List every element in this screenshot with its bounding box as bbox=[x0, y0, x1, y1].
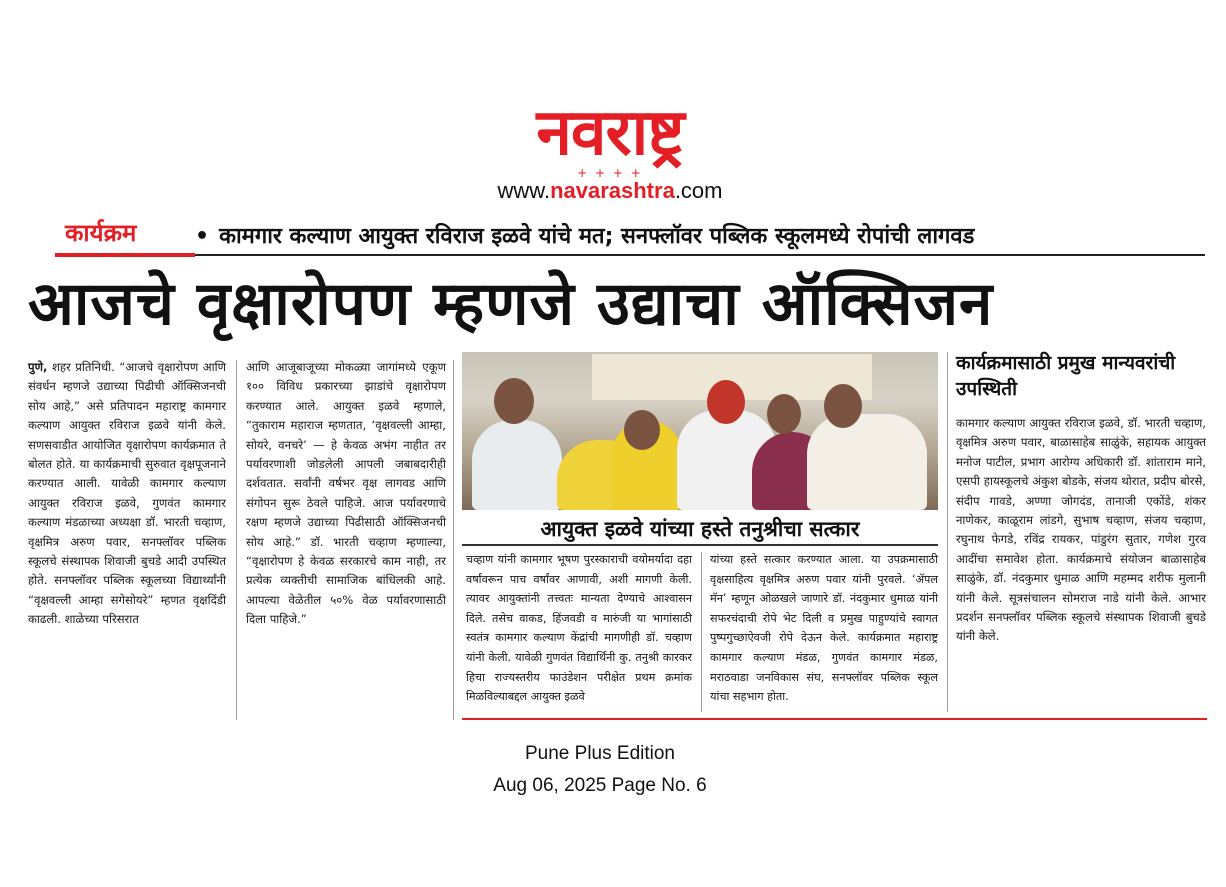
photo-caption: आयुक्त इळवे यांच्या हस्ते तनुश्रीचा सत्कार bbox=[540, 517, 860, 541]
dateline: पुणे, bbox=[28, 360, 48, 374]
article-column-4: यांच्या हस्ते सत्कार करण्यात आला. या उपक्रमासाठी वृक्षसाहित्य वृक्षमित्र अरुण पवार यांनी पुरवले. ‘ॲपल मॅन’ म्हणून ओळखले जाणारे डॉ. नंदकुमार धुमाळ यांनी सफरचंदाची रोपे भेट दिली व प्रमुख पाहुण्यांचे स्वागत पुष्पगुच्छाऐवजी रोपे देऊन केले. कार्यक्रमात महाराष्ट्र कामगार कल्याण मंडळ, गुणवंत कामगार मंडळ, मराठवाडा जनविकास संघ, सनफ्लॉवर पब्लिक स्कूल यांचा सहभाग होता. bbox=[710, 553, 938, 704]
kicker-row bbox=[55, 216, 1205, 256]
headline: आजचे वृक्षारोपण म्हणजे उद्याचा ऑक्सिजन bbox=[28, 269, 994, 339]
kicker-subhead: कामगार कल्याण आयुक्त रविराज इळवे यांचे मत; सनफ्लॉवर पब्लिक स्कूलमध्ये रोपांची लागवड bbox=[219, 224, 975, 249]
photo-head bbox=[824, 384, 862, 428]
column-1-text: शहर प्रतिनिधी. “आजचे वृक्षारोपण आणि संवर्धन म्हणजे उद्याच्या पिढीची ऑक्सिजनची सोय आहे,” असे प्रतिपादन महाराष्ट्र कामगार कल्याण आयुक्त रविराज इळवे यांनी केले. सणसवाडीत आयोजित वृक्षारोपण कार्यक्रमात ते बोलत होते. या कार्यक्रमाची सुरुवात वृक्षपूजनाने करण्यात आली. यावेळी कामगार कल्याण आयुक्त रविराज इळवे, गुणवंत कामगार कल्याण मंडळाच्या अध्यक्षा डॉ. भारती चव्हाण, वृक्षमित्र अरुण पवार, सनफ्लॉवर पब्लिक स्कूलचे संस्थापक शिवाजी बुचडे आदी उपस्थित होते. सनफ्लॉवर पब्लिक स्कूलच्या विद्यार्थ्यांनी “वृक्षवल्ली आम्हा सगेसोयरे” म्हणत वृक्षदिंडी काढली. शाळेच्या परिसरात bbox=[28, 360, 227, 627]
article-column-2: आणि आजूबाजूच्या मोकळ्या जागांमध्ये एकूण १०० विविध प्रकारच्या झाडांचे वृक्षारोपण करण्यात आले. आयुक्त इळवे म्हणाले, “तुकाराम महाराज म्हणतात, ‘वृक्षवल्ली आम्हा, सोयरे, वनचरे’ — हे केवळ अभंग नाहीत तर पर्यावरणाशी जोडलेली आपली जबाबदारीही दर्शवतात. सर्वांनी वर्षभर वृक्ष लागवड आणि संगोपन सुरू ठेवले पाहिजे. आज पर्यावरणाचे रक्षण म्हणजे उद्याच्या पिढीसाठी ऑक्सिजनची सोय आहे.” डॉ. भारती चव्हाण म्हणाल्या, “वृक्षारोपण हे केवळ सरकारचे काम नाही, तर प्रत्येक व्यक्तीची सामाजिक बांधिलकी आहे. आपल्या वेळेतील ५०% वेळ पर्यावरणासाठी दिला पाहिजे.” bbox=[246, 360, 446, 627]
url-suffix: .com bbox=[674, 178, 723, 203]
photo-head bbox=[707, 380, 745, 424]
photo-head bbox=[494, 378, 534, 424]
column-divider bbox=[453, 360, 454, 720]
url-brand: navarashtra bbox=[550, 178, 675, 203]
navarashtra-logo: नवराष्ट्र bbox=[536, 96, 684, 170]
sidebar-text: कामगार कल्याण आयुक्त रविराज इळवे, डॉ. भारती चव्हाण, वृक्षमित्र अरुण पवार, बाळासाहेब साळुंके, सहायक आयुक्त मनोज पाटील, प्रभाग आरोग्य अधिकारी डॉ. शांताराम माने, एसपी हायस्कूलचे अंकुश बोडके, संजय थोरात, प्रदीप बोरसे, संदीप गावडे, अण्णा जोगदंड, तानाजी एकोंडे, शंकर नाणेकर, काळूराम लांडगे, सुभाष चव्हाण, संजय चव्हाण, रघुनाथ फेगडे, रविंद्र रायकर, पांडुरंग सुतार, गणेश गुरव आदींचा समावेश होता. कार्यक्रमाचे संयोजन बाळासाहेब साळुंके, डॉ. नंदकुमार धुमाळ आणि महम्मद शरीफ मुलानी यांनी केले. सूत्रसंचालन सोमराज नाडे यांनी केले. आभार प्रदर्शन सनफ्लॉवर पब्लिक स्कूलचे संस्थापक शिवाजी बुचडे यांनी केले. bbox=[956, 416, 1206, 644]
date-page-label: Aug 06, 2025 Page No. 6 bbox=[493, 775, 707, 796]
article-column-3: चव्हाण यांनी कामगार भूषण पुरस्काराची वयोमर्यादा दहा वर्षांवरून पाच वर्षांवर आणावी, अशी मागणी केली. त्यावर आयुक्तांनी तत्त्वतः मान्यता देण्याचे आश्वासन दिले. तसेच वाकड, हिंजवडी व मारुंजी या भागांसाठी स्वतंत्र कामगार कल्याण केंद्रांची मागणीही डॉ. चव्हाण यांनी केली. यावेळी गुणवंत विद्यार्थिनी कु. तनुश्री कारकर हिचा राज्यस्तरीय फाउंडेशन परीक्षेत प्रथम क्रमांक मिळविल्याबद्दल आयुक्त इळवे bbox=[466, 553, 692, 704]
masthead bbox=[440, 98, 780, 204]
url-prefix: www. bbox=[497, 178, 551, 203]
logo-dots: + + + + bbox=[577, 166, 643, 180]
column-divider bbox=[701, 552, 702, 712]
photo-person bbox=[472, 420, 562, 510]
site-url bbox=[440, 178, 780, 204]
bottom-rule bbox=[462, 718, 1207, 720]
photo-head bbox=[767, 394, 801, 434]
photo-head bbox=[624, 410, 660, 450]
bullet-icon: • bbox=[195, 224, 210, 249]
section-label: कार्यक्रम bbox=[65, 219, 137, 247]
column-divider bbox=[236, 360, 237, 720]
article-column-1 bbox=[28, 358, 226, 630]
event-photo bbox=[462, 352, 938, 510]
sidebar-heading: कार्यक्रमासाठी प्रमुख मान्यवरांची उपस्थिती bbox=[956, 352, 1176, 400]
kicker-rule bbox=[195, 254, 1205, 256]
column-divider bbox=[947, 352, 948, 712]
section-underline bbox=[55, 253, 195, 257]
photo-person bbox=[807, 414, 927, 510]
kicker-text bbox=[195, 220, 974, 250]
caption-rule bbox=[462, 544, 938, 546]
edition-label: Pune Plus Edition bbox=[525, 743, 675, 764]
